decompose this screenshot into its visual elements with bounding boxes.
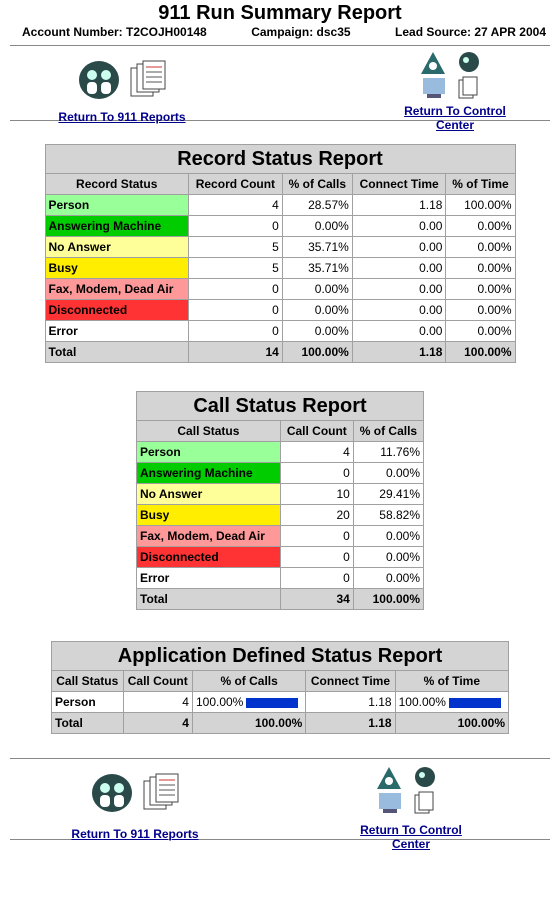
cell-value: 0.00: [352, 237, 446, 258]
status-label: Busy: [137, 505, 281, 526]
column-header: Record Count: [188, 174, 282, 195]
table-row: [45, 237, 515, 258]
status-label: No Answer: [137, 484, 281, 505]
cell-value: 0.00%: [353, 547, 423, 568]
control-center-icon[interactable]: [375, 765, 447, 819]
cell-value: 0.00: [352, 300, 446, 321]
column-header: Call Count: [280, 421, 353, 442]
cell-value: 0.00%: [282, 279, 352, 300]
status-label: Error: [45, 321, 188, 342]
cell-value: 1.18: [306, 692, 395, 713]
cell-value: 0.00%: [446, 300, 515, 321]
cell-value: 0.00: [352, 279, 446, 300]
control-icon-group[interactable]: [384, 50, 526, 104]
cell-value: 0: [280, 463, 353, 484]
record-status-title: Record Status Report: [45, 145, 515, 174]
total-cell: 14: [188, 342, 282, 363]
control-nav: [384, 50, 526, 132]
cell-value: 0: [188, 300, 282, 321]
report-documents-icon[interactable]: [127, 60, 167, 100]
reports-icon-group[interactable]: [58, 56, 186, 104]
account-number: Account Number: T2COJH00148: [22, 25, 207, 39]
total-cell: 34: [280, 589, 353, 610]
total-cell: 1.18: [352, 342, 446, 363]
cell-value: 0: [280, 526, 353, 547]
control-nav-bottom: [340, 765, 482, 851]
record-status-table: [45, 144, 516, 363]
cell-value: 58.82%: [353, 505, 423, 526]
cell-value: 35.71%: [282, 258, 352, 279]
column-header: Call Count: [123, 671, 192, 692]
cell-value: 0: [280, 568, 353, 589]
table-row: [137, 463, 424, 484]
cell-value: 28.57%: [282, 195, 352, 216]
table-row: [45, 195, 515, 216]
cell-value: 0.00%: [282, 216, 352, 237]
return-to-control-center-link[interactable]: Return To Control Center: [404, 104, 506, 132]
total-cell: 100.00%: [282, 342, 352, 363]
cell-value: 0.00%: [446, 216, 515, 237]
cell-value: 0.00%: [446, 258, 515, 279]
total-cell: 100.00%: [353, 589, 423, 610]
cell-value: 11.76%: [353, 442, 423, 463]
status-label: Person: [45, 195, 188, 216]
total-cell: 1.18: [306, 713, 395, 734]
pct-calls-cell: [192, 692, 305, 713]
control-icon-group-bottom[interactable]: [340, 765, 482, 819]
column-header: % of Time: [446, 174, 515, 195]
table-row: [137, 547, 424, 568]
cell-value: 0: [188, 216, 282, 237]
status-label: Fax, Modem, Dead Air: [45, 279, 188, 300]
table-row: [137, 484, 424, 505]
total-cell: 100.00%: [192, 713, 305, 734]
cell-value: 20: [280, 505, 353, 526]
cell-value: 29.41%: [353, 484, 423, 505]
phone-people-icon[interactable]: [90, 773, 134, 813]
status-label: Disconnected: [137, 547, 281, 568]
status-label: Answering Machine: [45, 216, 188, 237]
column-header: Record Status: [45, 174, 188, 195]
cell-value: 0.00: [352, 321, 446, 342]
total-row: [52, 713, 509, 734]
table-row: [45, 216, 515, 237]
call-status-table: [136, 391, 424, 610]
call-status-header-row: [137, 421, 424, 442]
cell-value: 0.00%: [446, 321, 515, 342]
table-row: [45, 300, 515, 321]
table-row: [137, 442, 424, 463]
app-status-header-row: [52, 671, 509, 692]
status-label: Person: [137, 442, 281, 463]
total-cell: 100.00%: [446, 342, 515, 363]
top-nav: [0, 46, 560, 132]
table-row: [137, 526, 424, 547]
total-cell: Total: [137, 589, 281, 610]
cell-value: 0.00%: [353, 463, 423, 484]
table-row: [45, 279, 515, 300]
status-label: Busy: [45, 258, 188, 279]
pct-time-cell: [395, 692, 508, 713]
return-to-911-reports-link[interactable]: Return To 911 Reports: [58, 110, 186, 124]
cell-value: 4: [123, 692, 192, 713]
cell-value: 0.00: [352, 258, 446, 279]
bottom-nav: [0, 759, 560, 851]
cell-value: 35.71%: [282, 237, 352, 258]
cell-value: 1.18: [352, 195, 446, 216]
report-title: 911 Run Summary Report: [158, 2, 402, 24]
table-row: [137, 568, 424, 589]
campaign: Campaign: dsc35: [251, 25, 351, 39]
cell-value: 5: [188, 237, 282, 258]
cell-value: 0.00%: [446, 237, 515, 258]
pct-calls-value: 100.00%: [195, 695, 244, 709]
cell-value: 0.00%: [282, 321, 352, 342]
cell-value: 0.00%: [353, 568, 423, 589]
status-label: Error: [137, 568, 281, 589]
pct-time-value: 100.00%: [398, 695, 446, 709]
report-meta: [0, 25, 560, 39]
total-cell: Total: [52, 713, 124, 734]
cell-value: 4: [188, 195, 282, 216]
cell-value: 0.00%: [282, 300, 352, 321]
column-header: Connect Time: [352, 174, 446, 195]
report-documents-icon[interactable]: [140, 773, 180, 813]
cell-value: 5: [188, 258, 282, 279]
app-status-table: [51, 641, 509, 734]
total-row: [137, 589, 424, 610]
cell-value: 100.00%: [446, 195, 515, 216]
column-header: % of Calls: [192, 671, 305, 692]
column-header: % of Calls: [282, 174, 352, 195]
cell-value: 0.00%: [446, 279, 515, 300]
cell-value: 0.00: [352, 216, 446, 237]
pct-time-bar: [449, 698, 501, 708]
total-row: [45, 342, 515, 363]
lead-source: Lead Source: 27 APR 2004: [395, 25, 546, 39]
cell-value: 0: [280, 547, 353, 568]
control-center-icon[interactable]: [419, 50, 491, 104]
cell-value: 0: [188, 321, 282, 342]
cell-value: 0.00%: [353, 526, 423, 547]
column-header: Call Status: [52, 671, 124, 692]
table-row: [45, 321, 515, 342]
cell-value: 10: [280, 484, 353, 505]
column-header: % of Calls: [353, 421, 423, 442]
column-header: Call Status: [137, 421, 281, 442]
cell-value: 4: [280, 442, 353, 463]
return-to-control-center-link[interactable]: Return To Control Center: [360, 823, 462, 851]
phone-people-icon[interactable]: [77, 60, 121, 100]
reports-icon-group-bottom[interactable]: [70, 769, 200, 817]
record-status-header-row: [45, 174, 515, 195]
status-label: Fax, Modem, Dead Air: [137, 526, 281, 547]
column-header: % of Time: [395, 671, 508, 692]
table-row: [52, 692, 509, 713]
status-label: Disconnected: [45, 300, 188, 321]
reports-nav: [58, 56, 186, 124]
return-to-911-reports-link[interactable]: Return To 911 Reports: [71, 827, 199, 841]
cell-value: 0: [188, 279, 282, 300]
total-cell: 100.00%: [395, 713, 508, 734]
table-row: [137, 505, 424, 526]
app-status-title: Application Defined Status Report: [52, 642, 509, 671]
call-status-title: Call Status Report: [137, 392, 424, 421]
total-cell: Total: [45, 342, 188, 363]
status-label: Person: [52, 692, 124, 713]
status-label: Answering Machine: [137, 463, 281, 484]
column-header: Connect Time: [306, 671, 395, 692]
reports-nav-bottom: [70, 769, 200, 841]
total-cell: 4: [123, 713, 192, 734]
status-label: No Answer: [45, 237, 188, 258]
pct-calls-bar: [246, 698, 298, 708]
table-row: [45, 258, 515, 279]
